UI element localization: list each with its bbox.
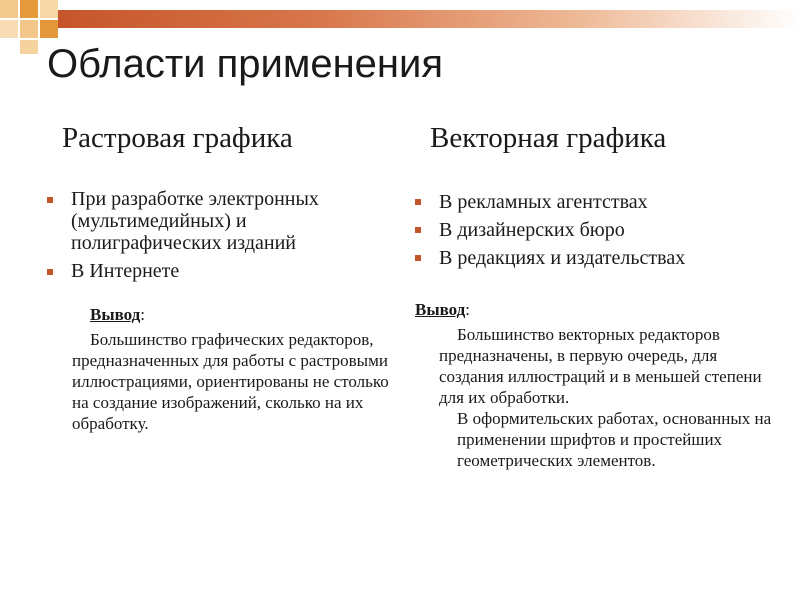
vector-bullet-list xyxy=(415,190,785,270)
conclusion-text: В оформительских работах, основанных на применении шрифтов и простейших геометрических элементов. xyxy=(457,409,772,470)
square-bullet-icon xyxy=(415,255,421,261)
list-item-text: При разработке электронных (мультимедийных) и полиграфических изданий xyxy=(71,188,319,254)
conclusion-label-word: Вывод xyxy=(415,300,466,319)
decorative-corner-square xyxy=(0,0,18,18)
conclusion-label xyxy=(415,299,775,320)
conclusion-label xyxy=(90,304,392,325)
decorative-corner-square xyxy=(0,20,18,38)
raster-column-heading: Растровая графика xyxy=(62,122,293,154)
page-title: Области применения xyxy=(47,42,444,86)
square-bullet-icon xyxy=(415,227,421,233)
decorative-top-bar xyxy=(58,10,800,28)
conclusion-label-colon: : xyxy=(465,300,471,319)
decorative-corner-square xyxy=(20,0,38,18)
vector-conclusion xyxy=(415,299,775,471)
square-bullet-icon xyxy=(415,199,421,205)
decorative-corner-square xyxy=(20,20,38,38)
list-item-text: В редакциях и издательствах xyxy=(439,247,686,269)
decorative-corner-square xyxy=(40,0,58,18)
raster-bullet-list xyxy=(47,188,392,282)
conclusion-label-colon: : xyxy=(140,305,146,324)
raster-conclusion xyxy=(72,304,392,434)
conclusion-label-word: Вывод xyxy=(90,305,141,324)
decorative-corner-square xyxy=(20,40,38,54)
square-bullet-icon xyxy=(47,197,53,203)
list-item-text: В дизайнерских бюро xyxy=(439,219,625,241)
conclusion-text: Большинство графических редакторов, предназначенных для работы с растровыми иллюстрациями, ориентированы не столько на создание изображений, сколько на их обработку. xyxy=(72,330,389,433)
conclusion-text: Большинство векторных редакторов предназначены, в первую очередь, для создания иллюстраций и в меньшей степени для их обработки. xyxy=(439,325,762,407)
square-bullet-icon xyxy=(47,269,53,275)
list-item xyxy=(415,246,785,270)
list-item-text: В Интернете xyxy=(71,260,180,282)
list-item xyxy=(415,218,785,242)
list-item xyxy=(47,188,392,254)
decorative-corner-square xyxy=(40,20,58,38)
list-item xyxy=(415,190,785,214)
list-item-text: В рекламных агентствах xyxy=(439,191,648,213)
list-item xyxy=(47,260,392,282)
vector-column-heading: Векторная графика xyxy=(430,122,667,154)
